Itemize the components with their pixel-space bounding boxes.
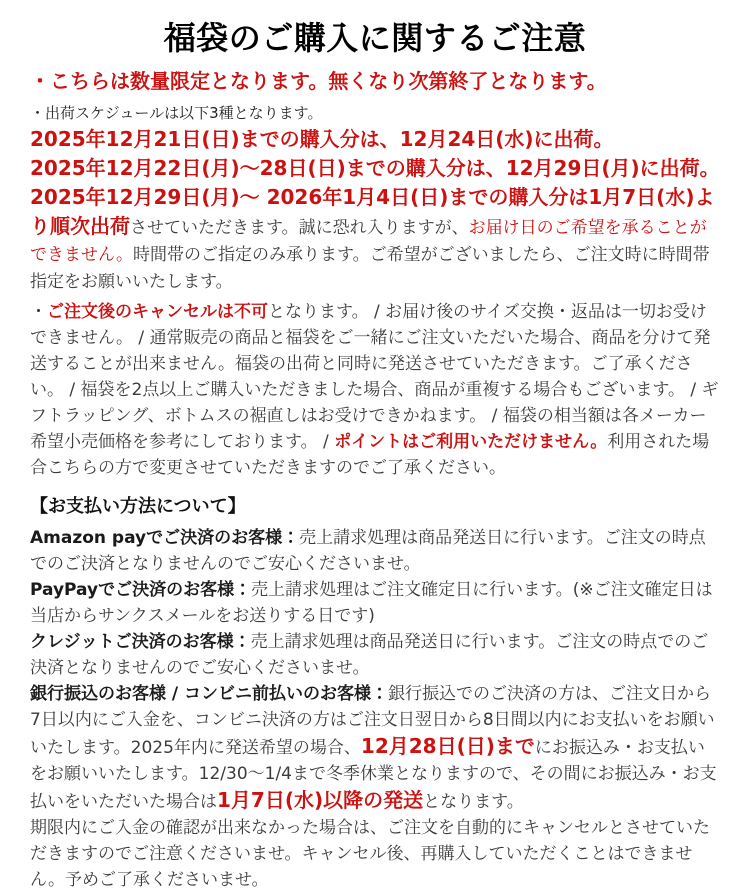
- payment-method-paypay: [30, 577, 720, 629]
- payment-section-title: 【お支払い方法について】: [30, 496, 246, 517]
- payment-method-label: Amazon payでご決済のお客様：: [30, 528, 300, 548]
- payment-method-credit: [30, 629, 720, 681]
- payment-method-text: [30, 684, 717, 890]
- limited-quantity-notice: ・こちらは数量限定となります。無くなり次第終了となります。: [30, 69, 607, 93]
- payment-method-amazon-pay: [30, 525, 720, 577]
- shipping-schedule-intro: ・出荷スケジュールは以下3種となります。: [30, 104, 323, 122]
- payment-method-label: PayPayでご決済のお客様：: [30, 580, 252, 600]
- text-segment: 12月28日(日)まで: [360, 734, 535, 758]
- page-title: 福袋のご購入に関するご注意: [163, 19, 587, 57]
- text-segment: 売上請求処理は商品発送日に行います。ご注文の時点でのご決済となりませんのでご安心くださいませ。: [30, 528, 706, 574]
- text-segment: となります。 / お届け後のサイズ交換・返品は一切お受けできません。 / 通常販売の商品と福袋をご一緒にご注文いただいた場合、商品を分けて発送することが出来ません。福袋の出荷と同時に発送させていただきます。ご了承ください。 / 福袋を2点以上ご購入いただきました場合、商品が重複する場合もございます。 / ギフトラッピング、ボトムスの裾直しはお受けできかねます。 / 福袋の相当額は各メーカー希望小売価格を参考にしております。 /: [30, 302, 719, 452]
- text-segment: 2025年12月29日(月)～ 2026年1月4日(日)までの購入分は1月7日(水)より順次出荷: [30, 185, 715, 238]
- text-segment: お届け日のご希望を承ることができません。: [30, 218, 707, 265]
- text-segment: にお振込み・お支払いをお願いいたします。12/30～1/4まで冬季休業となりますので、その間にお振込み・お支払いをいただいた場合は: [30, 738, 717, 812]
- text-segment: させていただきます。誠に恐れ入りますが、: [130, 218, 469, 238]
- text-segment: 1月7日(水)以降の発送: [217, 788, 424, 812]
- text-segment: 利用された場合こちらの方で変更させていただきますのでご了承ください。: [30, 432, 710, 478]
- text-segment: 売上請求処理は商品発送日に行います。ご注文の時点でのご決済となりませんのでご安心くださいませ。: [30, 632, 709, 678]
- text-segment: ご注文後のキャンセルは不可: [47, 302, 268, 322]
- text-segment: 売上請求処理はご注文確定日に行います。(※ご注文確定日は当店からサンクスメールをお送りする日です): [30, 580, 713, 626]
- purchase-rules: [30, 299, 720, 481]
- shipping-schedule: [30, 126, 720, 296]
- text-segment: となります。: [423, 792, 524, 812]
- text-segment: 2025年12月22日(月)～28日(日)までの購入分は、12月29日(月)に出荷。: [30, 156, 720, 180]
- text-segment: ・: [30, 302, 47, 322]
- text-segment: 銀行振込でのご決済の方は、ご注文日から7日以内にご入金を、コンビニ決済の方はご注文日翌日から8日間以内にお支払いをお願いいたします。2025年内に発送希望の場合、: [30, 684, 715, 758]
- text-segment: 時間帯のご指定のみ承ります。ご希望がございましたら、ご注文時に時間帯指定をお願いいたします。: [30, 245, 710, 292]
- text-segment: 期限内にご入金の確認が出来なかった場合は、ご注文を自動的にキャンセルとさせていただきますのでご注意くださいませ。キャンセル後、再購入していただくことはできません。予めご了承くださいませ。: [30, 818, 710, 890]
- text-segment: 2025年12月21日(日)までの購入分は、12月24日(水)に出荷。: [30, 127, 614, 151]
- payment-method-bank-convenience: [30, 681, 720, 893]
- payment-method-label: 銀行振込のお客様 / コンビニ前払いのお客様：: [30, 684, 389, 704]
- text-segment: ポイントはご利用いただけません。: [334, 432, 608, 452]
- payment-method-label: クレジットご決済のお客様：: [30, 632, 251, 652]
